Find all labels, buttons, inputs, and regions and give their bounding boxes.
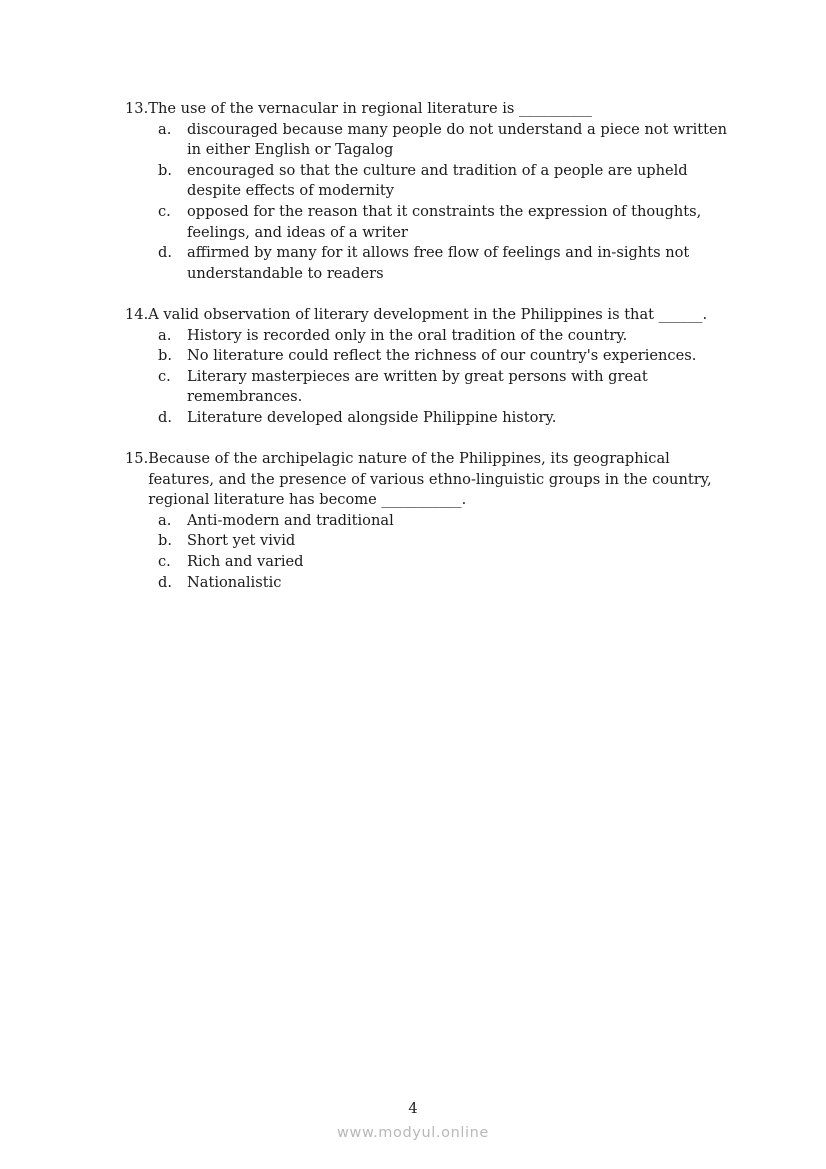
choice-text: encouraged so that the culture and tradition of a people are upheld despite effects of modernity [187, 161, 688, 200]
choice-letter: c. [158, 367, 171, 385]
choice-a [125, 511, 735, 532]
choice-c [125, 367, 735, 408]
question-header [125, 305, 735, 326]
choice-text: affirmed by many for it allows free flow of feelings and in-sights not understandable to readers [187, 244, 690, 282]
choice-letter: a. [158, 120, 172, 138]
question-number: 13. [125, 100, 149, 117]
page-number: 4 [408, 1100, 418, 1117]
question-number: 14. [125, 305, 149, 323]
choice-text: opposed for the reason that it constraints the expression of thoughts, feelings, and ideas of a writer [187, 202, 702, 241]
watermark: www.modyul.online [337, 1125, 489, 1141]
choice-text: Literature developed alongside Philippine history. [187, 408, 557, 426]
choice-b [125, 161, 735, 202]
question-number: 15. [125, 450, 149, 468]
choice-b [125, 531, 735, 552]
choice-c [125, 202, 735, 243]
choice-text: Rich and varied [187, 553, 304, 571]
question-text: Because of the archipelagic nature of the Philippines, its geographical features, and the presence of various ethno-linguistic groups in the country, regional literature has become ___________. [148, 450, 712, 509]
question-header [125, 449, 735, 511]
question-text: The use of the vernacular in regional literature is __________ [148, 100, 592, 117]
choice-list [125, 120, 735, 285]
choice-letter: b. [158, 532, 172, 550]
quiz-questions [125, 99, 735, 614]
choice-list [125, 511, 735, 593]
choice-text: Nationalistic [187, 573, 282, 591]
choice-d [125, 573, 735, 594]
choice-letter: a. [158, 511, 172, 529]
choice-letter: b. [158, 161, 172, 179]
choice-letter: d. [158, 573, 172, 591]
choice-a [125, 326, 735, 347]
choice-text: History is recorded only in the oral tradition of the country. [187, 326, 628, 344]
question-header [125, 99, 735, 120]
choice-c [125, 552, 735, 573]
question-15 [125, 449, 735, 593]
choice-letter: c. [158, 202, 171, 220]
choice-list [125, 326, 735, 429]
choice-text: Anti-modern and traditional [187, 511, 394, 529]
choice-d [125, 243, 735, 284]
choice-letter: d. [158, 244, 172, 262]
choice-text: discouraged because many people do not understand a piece not written in either English or Tagalog [187, 120, 728, 159]
choice-text: Literary masterpieces are written by great persons with great remembrances. [187, 367, 648, 406]
choice-text: No literature could reflect the richness of our country's experiences. [187, 347, 697, 365]
choice-letter: d. [158, 408, 172, 426]
question-text: A valid observation of literary development in the Philippines is that ______. [148, 305, 708, 323]
choice-a [125, 120, 735, 161]
choice-text: Short yet vivid [187, 532, 296, 550]
choice-d [125, 408, 735, 429]
question-13 [125, 99, 735, 284]
question-14 [125, 305, 735, 429]
choice-letter: b. [158, 347, 172, 365]
choice-letter: c. [158, 553, 171, 571]
choice-letter: a. [158, 326, 172, 344]
choice-b [125, 346, 735, 367]
